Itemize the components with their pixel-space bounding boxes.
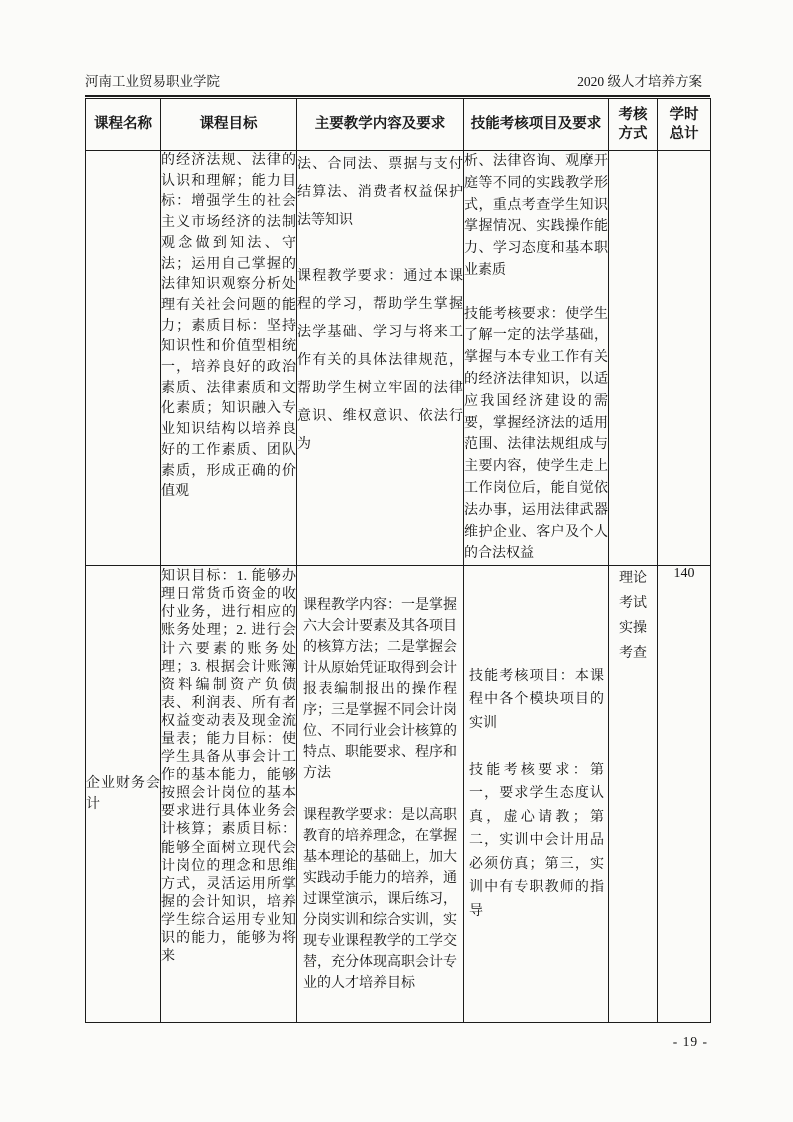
column-header-assessment: 技能考核项目及要求 [464,99,609,151]
cell-course-name-row1 [86,151,161,566]
column-header-course-name: 课程名称 [86,99,161,151]
page-number: - 19 - [672,1034,708,1049]
cell-content-row2 [297,566,464,1023]
method-text: 理论考试实操考查 [618,571,647,662]
hours-value: 140 [673,566,695,582]
cell-hours-row2 [658,566,711,1023]
column-header-hours: 学时总计 [658,99,711,151]
content-paragraph: 课程教学要求：是以高职教育的培养理念，在掌握基本理论的基础上，加大实践动手能力的培养，通过课堂演示，课后练习，分岗实训和综合实训，实现专业课程教学的工学交替，充分体现高职会计专业的人才培养目标 [303,807,457,991]
cell-assessment-row1 [464,151,609,566]
cell-objectives-row2 [161,566,297,1023]
table-row [86,151,711,566]
objectives-paragraph: 的经济法规、法律的认识和理解；能力目标：增强学生的社会主义市场经济的法制观念做到知法、守法；运用自己掌握的法律知识观察分析处理有关社会问题的能力；素质目标：坚持知识性和价值型相统一，培养良好的政治素质、法律素质和文化素质；知识融入专业知识结构以培养良好的工作素质、团队素质，形成正确的价值观 [161,153,296,500]
assessment-paragraph: 技能考核项目：本课程中各个模块项目的实训 [469,668,604,731]
cell-content-row1 [297,151,464,566]
cell-method-row1 [609,151,658,566]
column-header-method: 考核方式 [609,99,658,151]
table-header-row [86,99,711,151]
cell-assessment-row2 [464,566,609,1023]
assessment-paragraph: 技能考核要求：第一，要求学生态度认真，虚心请教；第二，实训中会计用品必须仿真；第三，实训中有专职教师的指导 [469,762,604,919]
cell-method-row2 [609,566,658,1023]
content-paragraph: 课程教学要求：通过本课程的学习，帮助学生掌握法学基础、学习与将来工作有关的具体法律规范，帮助学生树立牢固的法律意识、维权意识、依法行为 [297,269,463,452]
cell-hours-row1 [658,151,711,566]
content-paragraph: 课程教学内容：一是掌握六大会计要素及其各项目的核算方法；二是掌握会计从原始凭证取得到会计报表编制报出的操作程序；三是掌握不同会计岗位、不同行业会计核算的特点、职能要求、程序和方法 [303,597,457,781]
running-header [85,70,710,97]
column-header-objectives: 课程目标 [161,99,297,151]
header-school-name: 河南工业贸易职业学院 [85,74,220,89]
table-row [86,566,711,1023]
objectives-paragraph: 知识目标：1. 能够办理日常货币资金的收付业务，进行相应的账务处理；2. 进行会计六要素的账务处理；3. 根据会计账簿资料编制资产负债表、利润表、所有者权益变动表及现金流量表；能力目标：使学生具备从事会计工作的基本能力，能够按照会计岗位的基本要求进行具体业务会计核算；素质目标：能够全面树立现代会计岗位的理念和思维方式，灵活运用所掌握的会计知识，培养学生综合运用专业知识的能力，能够为将来 [161,569,296,965]
header-doc-title: 2020 级人才培养方案 [577,74,702,89]
assessment-paragraph: 技能考核要求：使学生了解一定的法学基础，掌握与本专业工作有关的经济法律知识，以适应我国经济建设的需要，掌握经济法的适用范围、法律法规组成与主要内容，使学生走上工作岗位后，能自觉依法办事，运用法律武器维护企业、客户及个人的合法权益 [464,306,608,562]
column-header-content: 主要教学内容及要求 [297,99,464,151]
course-name-text: 企业财务会计 [86,776,160,813]
assessment-paragraph: 析、法律咨询、观摩开庭等不同的实践教学形式，重点考查学生知识掌握情况、实践操作能力、学习态度和基本职业素质 [464,154,608,278]
content-paragraph: 法、合同法、票据与支付结算法、消费者权益保护法等知识 [297,157,463,228]
course-plan-table [85,98,711,1023]
cell-objectives-row1 [161,151,297,566]
cell-course-name-row2 [86,566,161,1023]
